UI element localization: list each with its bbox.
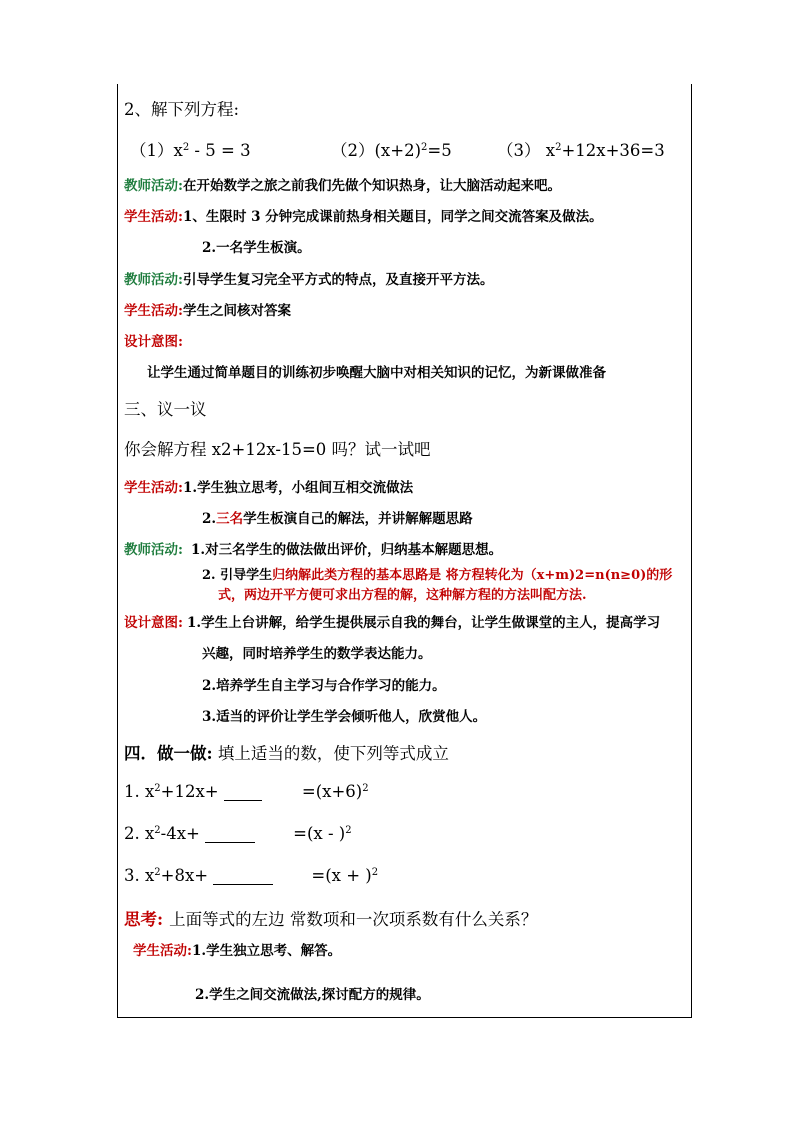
student-activity-label: 学生活动: [133,943,192,959]
student-activity-1-sub: 2.一名学生板演。 [202,240,311,256]
design-intent-label: 设计意图: [124,615,183,631]
student-activity-label: 学生活动: [124,209,183,225]
section-4-student-activity-2: 2.学生之间交流做法,探讨配方的规律。 [195,987,430,1003]
section-4-student-activity: 学生活动:1.学生独立思考、解答。 [133,943,342,959]
think-question: 思考: 上面等式的左边 常数项和一次项系数有什么关系？ [124,910,538,929]
teacher-activity-1: 教师活动:在开始数学之旅之前我们先做个知识热身，让大脑活动起来吧。 [124,178,561,194]
section-3-design-intent-3: 3.适当的评价让学生学会倾听他人，欣赏他人。 [202,709,487,725]
teacher-activity-label: 教师活动: [124,542,183,558]
equation-1: $(1)x^2 - 5 = 3$ [130,141,251,160]
student-activity-label: 学生活动: [124,480,183,496]
section-3-teacher-activity-2: 2. 引导学生归纳解此类方程的基本思路是 将方程转化为（x+m)2=n(n≥0)的形 [202,568,673,583]
section-3-design-intent: 设计意图: 1.学生上台讲解，给学生提供展示自我的舞台，让学生做课堂的主人，提高学习 [124,615,661,631]
fill-item-3: 3. $x^2+8x+ =(x + )^2$ [124,866,379,885]
section-3-student-activity-2: 2.三名学生板演自己的解法，并讲解解题思路 [202,511,473,527]
equation-2: $(2)(x+2)^2=5$ [331,141,452,160]
student-activity-2: 学生活动:学生之间核对答案 [124,303,291,319]
blank-line[interactable] [213,869,273,885]
section-3-design-intent-1-cont: 兴趣，同时培养学生的数学表达能力。 [202,646,432,662]
design-intent-label: 设计意图: [124,334,183,350]
design-intent-text: 让学生通过简单题目的训练初步唤醒大脑中对相关知识的记忆，为新课做准备 [147,365,606,381]
student-activity-label: 学生活动: [124,303,183,319]
blank-line[interactable] [205,827,255,843]
section-3-student-activity: 学生活动:1.学生独立思考，小组间互相交流做法 [124,480,414,496]
section-2-title: 2、解下列方程: [124,100,240,119]
teacher-activity-label: 教师活动: [124,272,183,288]
fill-item-2: 2. $x^2-4x+ =(x - )^2$ [124,824,352,843]
section-4-title: 四．做一做: 填上适当的数，使下列等式成立 [124,744,449,763]
fill-item-1: 1. $x^2+12x+ =(x+6)^2$ [124,782,369,801]
blank-line[interactable] [224,785,262,801]
section-3-title: 三、议一议 [124,400,207,419]
section-3-teacher-activity: 教师活动: 1.对三名学生的做法做出评价，归纳基本解题思想。 [124,542,503,558]
section-3-teacher-activity-2-cont: 式，两边开平方便可求出方程的解，这种解方程的方法叫配方法. [218,588,587,603]
teacher-activity-label: 教师活动: [124,178,183,194]
section-3-design-intent-2: 2.培养学生自主学习与合作学习的能力。 [202,678,446,694]
student-activity-1: 学生活动:1、生限时 3 分钟完成课前热身相关题目，同学之间交流答案及做法。 [124,209,603,225]
equation-3: （3） $x^2+12x+36=3$ [497,141,665,160]
teacher-activity-2: 教师活动:引导学生复习完全平方式的特点，及直接开平方法。 [124,272,494,288]
section-3-question: 你会解方程 x2+12x-15=0 吗？试一试吧 [124,440,431,459]
think-label: 思考: [124,910,164,929]
